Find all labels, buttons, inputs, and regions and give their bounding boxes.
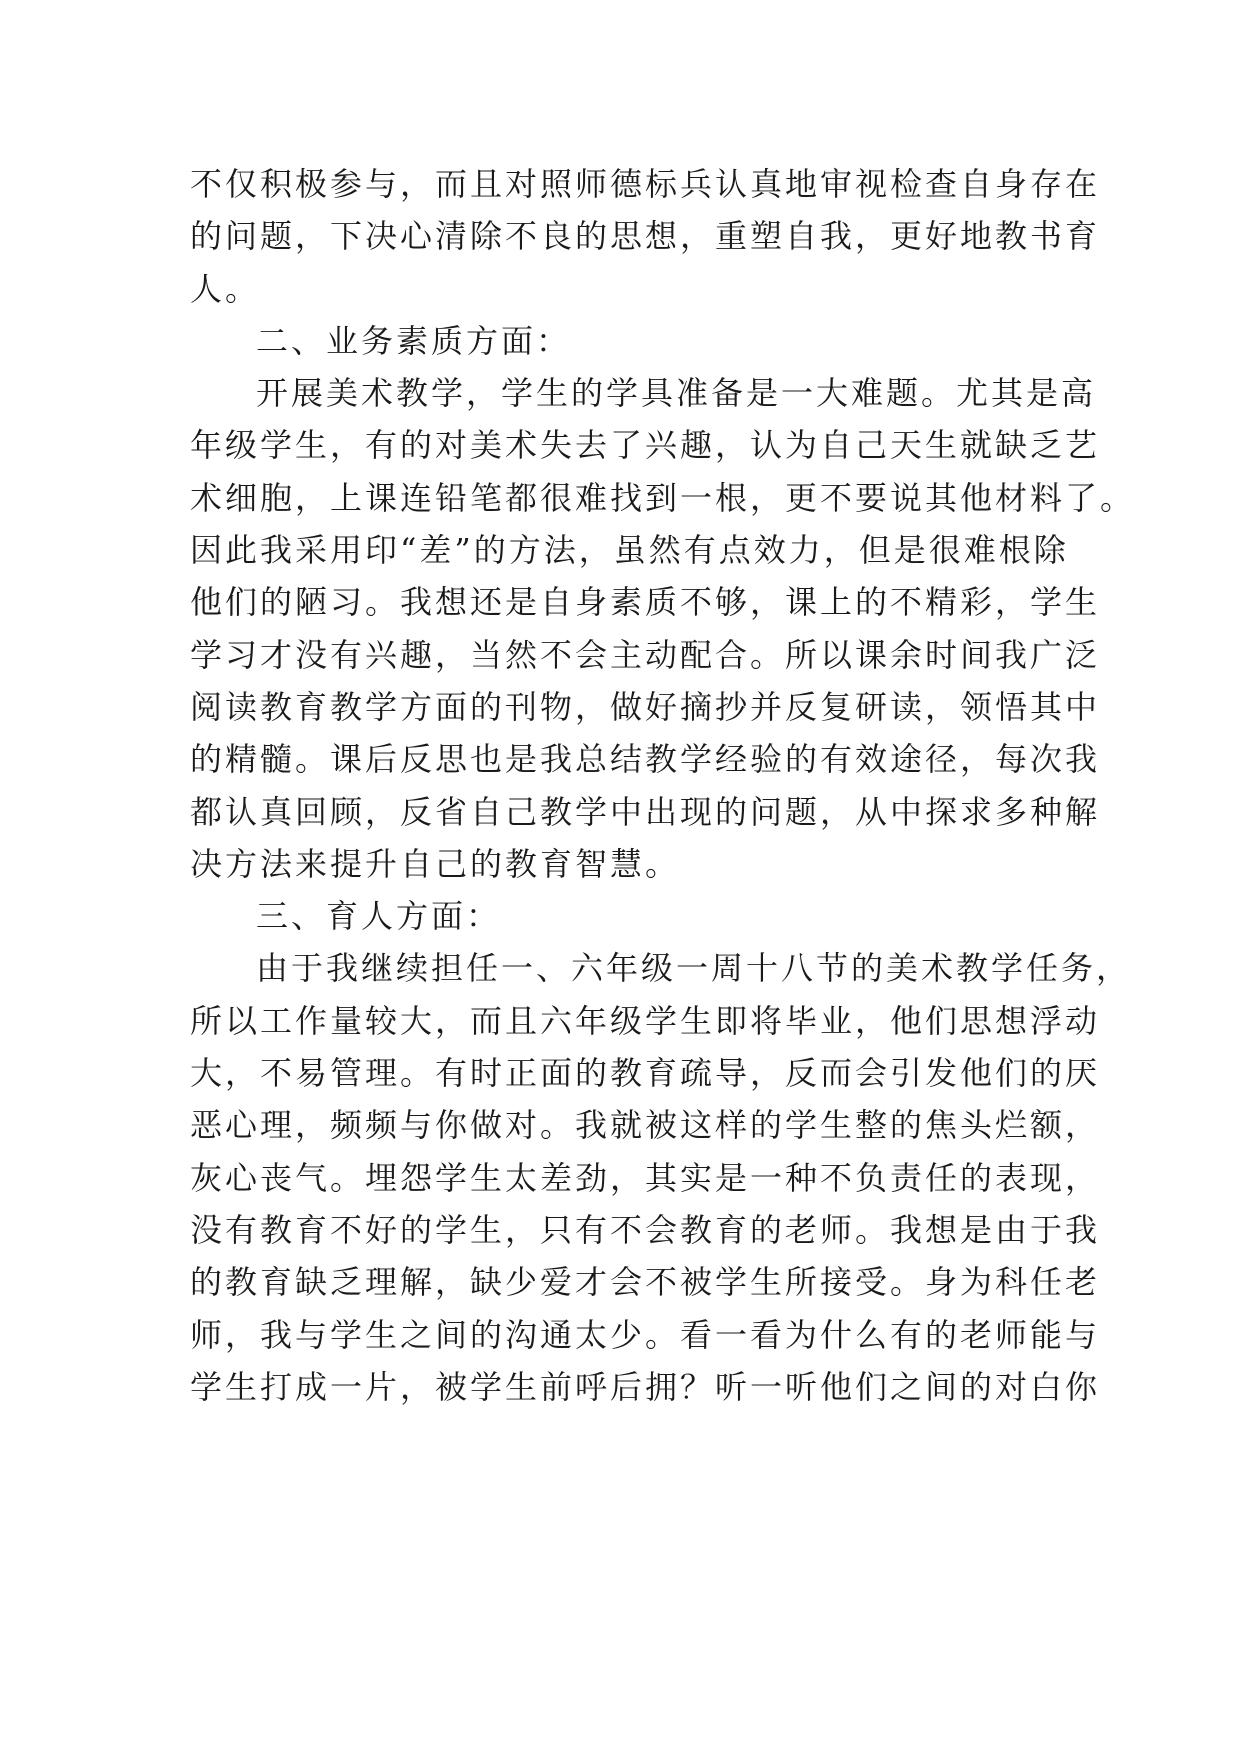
text-line: 由于我继续担任一、六年级一周十八节的美术教学任务， [256,949,1132,988]
text-line: 所以工作量较大，而且六年级学生即将毕业，他们思想浮动 [190,1001,1101,1040]
text-line: 不仅积极参与，而且对照师德标兵认真地审视检查自身存在 [190,165,1101,203]
text-line: 二、业务素质方面： [256,321,572,360]
body-text [190,158,1136,1413]
text-line: 恶心理，频频与你做对。我就被这样的学生整的焦头烂额， [190,1106,1101,1145]
text-line: 没有教育不好的学生，只有不会教育的老师。我想是由于我 [190,1210,1101,1249]
text-line: 阅读教育教学方面的刊物，做好摘抄并反复研读，领悟其中 [190,687,1101,726]
text-line: 的精髓。课后反思也是我总结教学经验的有效途径，每次我 [190,740,1101,779]
text-line: 开展美术教学，学生的学具准备是一大难题。尤其是高 [256,374,1097,413]
text-line: 术细胞，上课连铅笔都很难找到一根，更不要说其他材料了。 [190,478,1136,517]
text-line: 他们的陋习。我想还是自身素质不够，课上的不精彩，学生 [190,583,1101,622]
text-line: 学习才没有兴趣，当然不会主动配合。所以课余时间我广泛 [190,635,1101,674]
text-line: 师，我与学生之间的沟通太少。看一看为什么有的老师能与 [190,1315,1101,1354]
text-line: 三、育人方面： [256,897,502,936]
text-line: 的问题，下决心清除不良的思想，重塑自我，更好地教书育 [190,217,1101,256]
text-line: 因此我采用印“差”的方法，虽然有点效力，但是很难根除 [190,531,1069,570]
text-line: 的教育缺乏理解，缺少爱才会不被学生所接受。身为科任老 [190,1263,1101,1302]
text-line: 年级学生，有的对美术失去了兴趣，认为自己天生就缺乏艺 [190,426,1101,465]
text-line: 人。 [190,269,261,308]
text-line: 灰心丧气。埋怨学生太差劲，其实是一种不负责任的表现， [190,1158,1101,1197]
text-line: 学生打成一片，被学生前呼后拥？听一听他们之间的对白你 [190,1367,1101,1406]
text-line: 都认真回顾，反省自己教学中出现的问题，从中探求多种解 [190,792,1101,831]
text-line: 大，不易管理。有时正面的教育疏导，反而会引发他们的厌 [190,1054,1101,1093]
text-line: 决方法来提升自己的教育智慧。 [190,844,681,883]
